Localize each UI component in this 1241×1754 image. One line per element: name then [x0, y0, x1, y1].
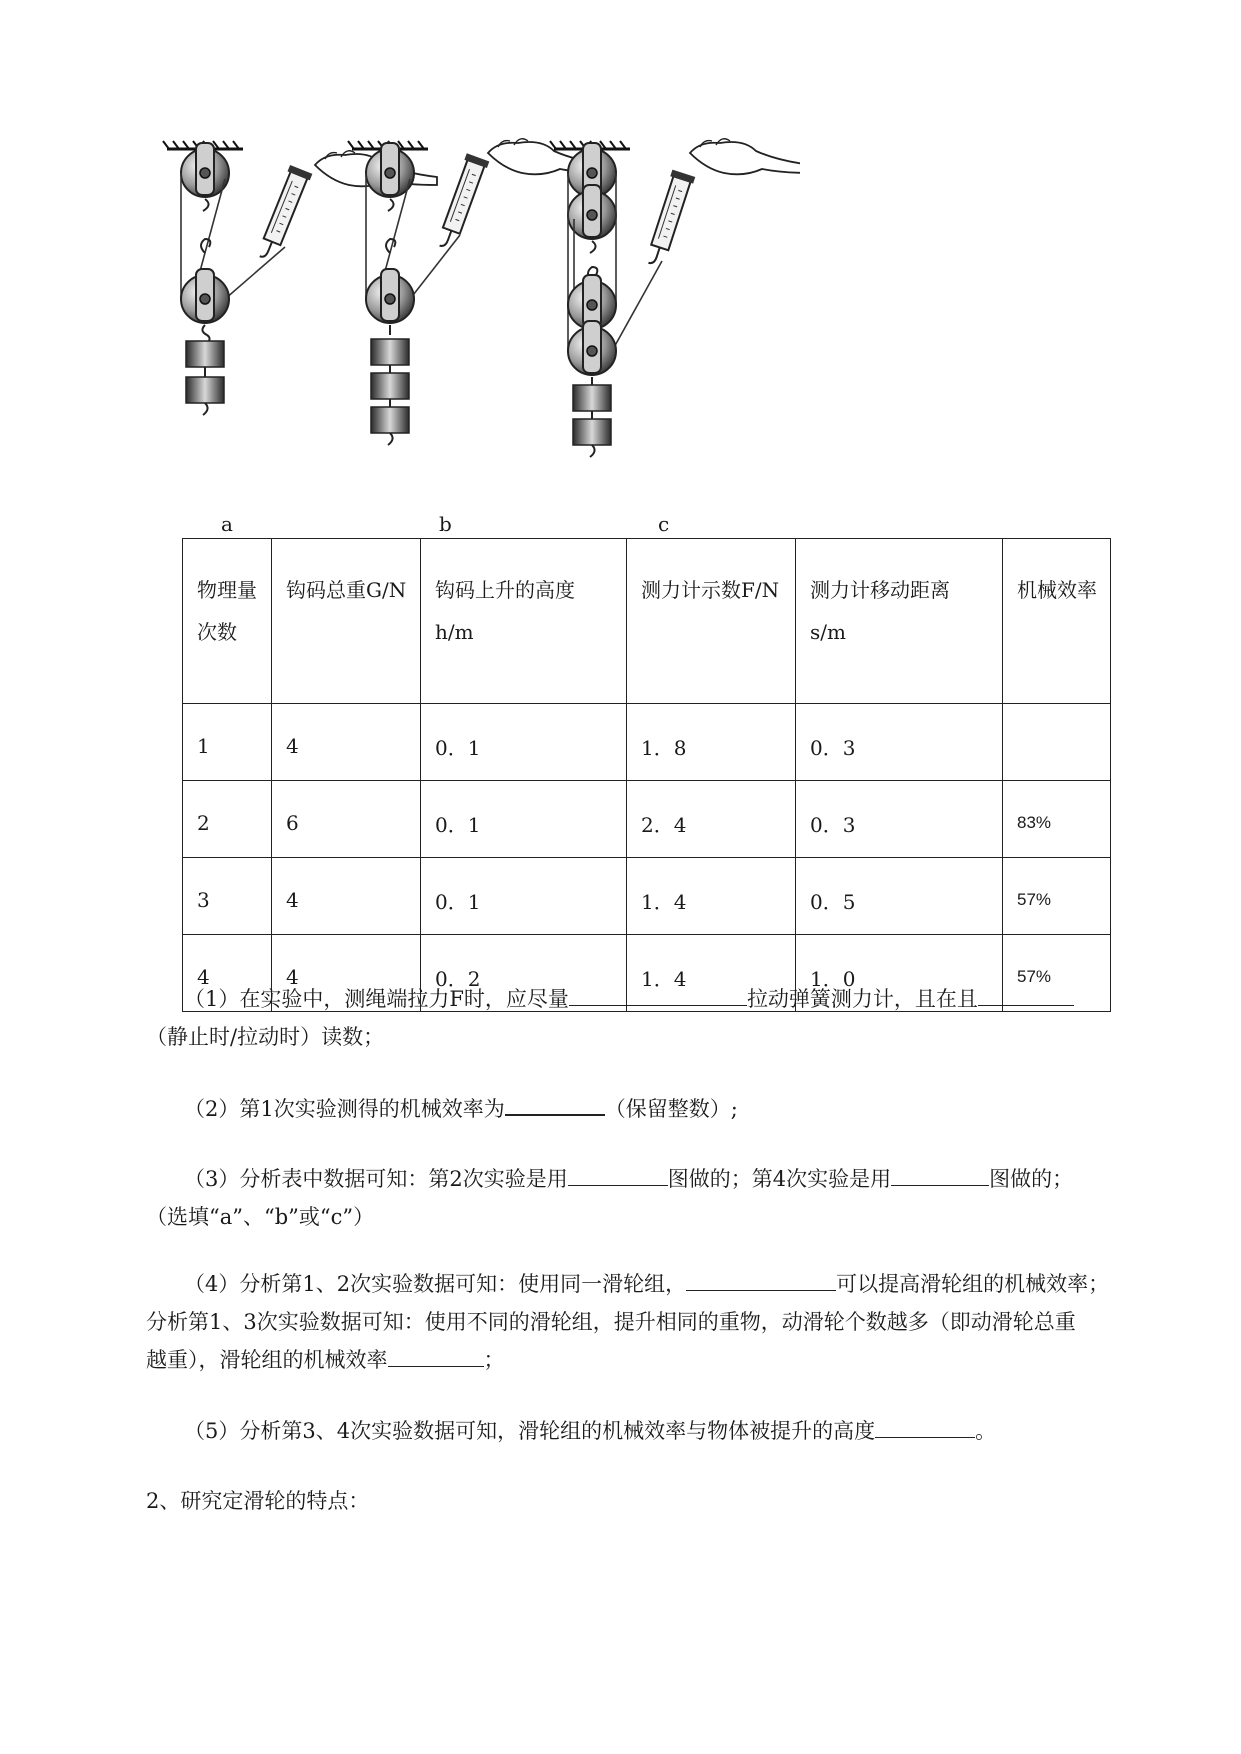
question-text: 可以提高滑轮组的机械效率；	[836, 1272, 1110, 1296]
question-text: （4）分析第1、2次实验数据可知：使用同一滑轮组，	[184, 1272, 687, 1296]
question-text: 拉动弹簧测力计，且在且	[746, 987, 978, 1011]
table-cell: 1．8	[627, 704, 796, 781]
table-cell: 57%	[1003, 935, 1111, 1012]
header-text: s/m	[810, 620, 846, 644]
table-cell: 4	[272, 858, 421, 935]
table-cell: 1．4	[627, 858, 796, 935]
answer-blank[interactable]	[686, 1266, 836, 1291]
question-text: （2）第1次实验测得的机械效率为	[184, 1097, 505, 1121]
table-cell: 0．1	[421, 704, 627, 781]
answer-blank[interactable]	[568, 1161, 668, 1186]
table-cell: 2	[183, 781, 272, 858]
table-cell: 1．4	[627, 935, 796, 1012]
question-text: 越重），滑轮组的机械效率	[146, 1348, 388, 1372]
header-text: 测力计示数F/N	[641, 578, 780, 602]
table-cell: 0．5	[796, 858, 1003, 935]
header-cell	[627, 539, 796, 704]
table-cell: 0．3	[796, 704, 1003, 781]
question-2	[146, 1090, 1156, 1128]
setup-c	[550, 139, 800, 457]
figure-label-c: c	[658, 512, 670, 536]
table-cell: 0．3	[796, 781, 1003, 858]
header-cell	[183, 539, 272, 704]
header-cell	[272, 539, 421, 704]
question-text: （5）分析第3、4次实验数据可知，滑轮组的机械效率与物体被提升的高度	[184, 1419, 876, 1443]
table-row	[183, 858, 1111, 935]
question-text: （保留整数）;	[604, 1097, 738, 1121]
experiment-table	[182, 538, 1111, 1012]
header-cell	[421, 539, 627, 704]
question-text: （选填“a”、“b”或“c”）	[146, 1205, 375, 1229]
pulley-figure	[160, 135, 800, 485]
header-text: 物理量	[197, 578, 257, 602]
header-text: 测力计移动距离	[810, 578, 950, 602]
table-cell: 83%	[1003, 781, 1111, 858]
question-text: 。	[975, 1419, 997, 1443]
answer-blank[interactable]	[388, 1342, 484, 1367]
header-cell	[1003, 539, 1111, 704]
table-cell: 57%	[1003, 858, 1111, 935]
header-cell	[796, 539, 1003, 704]
answer-blank[interactable]	[505, 1090, 605, 1116]
answer-blank[interactable]	[875, 1413, 975, 1438]
figure-label-b: b	[439, 512, 452, 536]
question-text: （3）分析表中数据可知：第2次实验是用	[184, 1167, 568, 1191]
table-cell: 6	[272, 781, 421, 858]
question-text: 图做的；第4次实验是用	[667, 1167, 892, 1191]
table-cell	[1003, 704, 1111, 781]
question-text: （1）在实验中，测绳端拉力F时，应尽量	[184, 987, 569, 1011]
header-text: 钩码总重G/N	[286, 578, 407, 602]
question-text: （静止时/拉动时）读数；	[146, 1025, 385, 1049]
table-cell: 1．0	[796, 935, 1003, 1012]
table-cell: 1	[183, 704, 272, 781]
answer-blank[interactable]	[569, 981, 747, 1006]
table-cell: 0．1	[421, 781, 627, 858]
question-1	[146, 980, 1156, 1056]
question-text: 分析第1、3次实验数据可知：使用不同的滑轮组，提升相同的重物，动滑轮个数越多（即动滑轮总重	[146, 1310, 1076, 1334]
table-row	[183, 781, 1111, 858]
table-cell: 0．2	[421, 935, 627, 1012]
question-3	[146, 1160, 1156, 1236]
table-cell: 4	[272, 935, 421, 1012]
table-cell: 0．1	[421, 858, 627, 935]
table-cell: 4	[272, 704, 421, 781]
question-text: 图做的；	[989, 1167, 1074, 1191]
figure-label-a: a	[221, 512, 233, 536]
table-cell: 4	[183, 935, 272, 1012]
table-row	[183, 704, 1111, 781]
table-cell: 3	[183, 858, 272, 935]
header-text: h/m	[435, 620, 474, 644]
table-cell: 2．4	[627, 781, 796, 858]
question-text: ；	[483, 1348, 505, 1372]
header-text: 机械效率	[1017, 578, 1097, 602]
question-5	[146, 1412, 1156, 1450]
answer-blank[interactable]	[891, 1161, 989, 1186]
table-header-row	[183, 539, 1111, 704]
header-text: 钩码上升的高度	[435, 578, 575, 602]
header-text: 次数	[197, 620, 237, 644]
answer-blank[interactable]	[978, 981, 1074, 1006]
section-2-heading: 2、研究定滑轮的特点：	[146, 1489, 370, 1513]
question-4	[146, 1265, 1156, 1379]
